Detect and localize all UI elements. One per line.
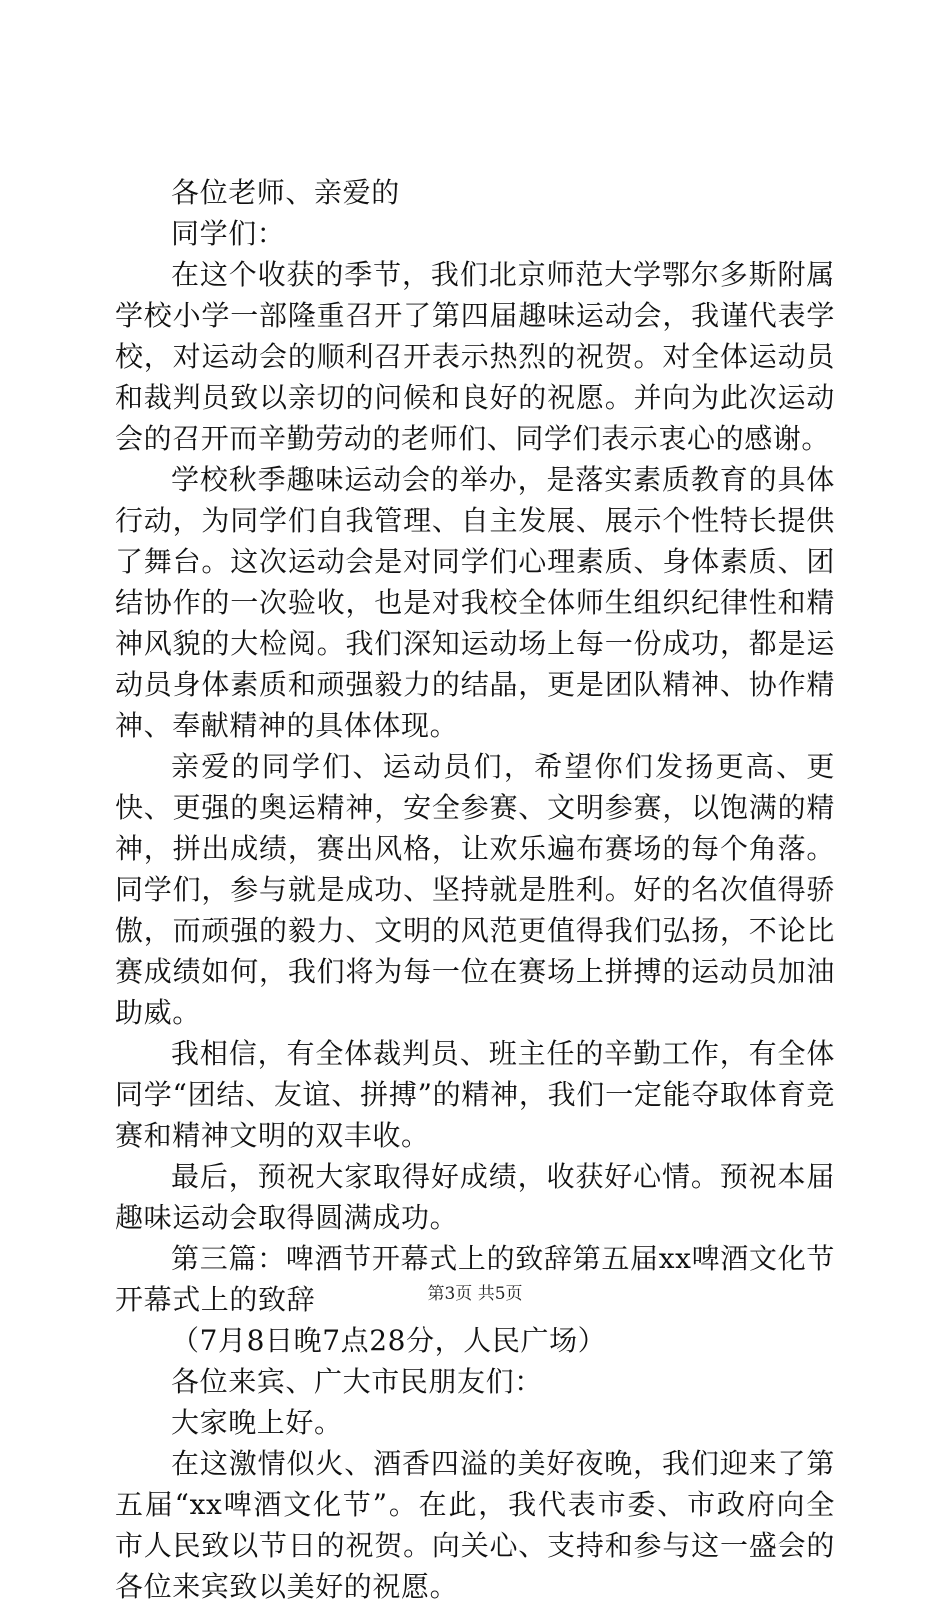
- document-body: [115, 172, 835, 1607]
- paragraph-wishes: 亲爱的同学们、运动员们，希望你们发扬更高、更快、更强的奥运精神，安全参赛、文明参赛，以饱满的精神，拼出成绩，赛出风格，让欢乐遍布赛场的每个角落。同学们，参与就是成功、坚持就是胜利。好的名次值得骄傲，而顽强的毅力、文明的风范更值得我们弘扬，不论比赛成绩如何，我们将为每一位在赛场上拼搏的运动员加油助威。: [115, 750, 835, 1029]
- page-footer: 第3页 共5页: [427, 1284, 523, 1304]
- paragraph-time-place: （7月8日晚7点28分，人民广场）: [171, 1324, 607, 1357]
- paragraph-greeting-students: 同学们：: [171, 217, 286, 250]
- paragraph-opening: 在这个收获的季节，我们北京师范大学鄂尔多斯附属学校小学一部隆重召开了第四届趣味运动会，我谨代表学校，对运动会的顺利召开表示热烈的祝贺。对全体运动员和裁判员致以亲切的问候和良好的祝愿。并向为此次运动会的召开而辛勤劳动的老师们、同学们表示衷心的感谢。: [115, 258, 835, 455]
- paragraph-section-title: 第三篇：啤酒节开幕式上的致辞第五届xx啤酒文化节开幕式上的致辞: [115, 1242, 835, 1316]
- paragraph-closing: 最后，预祝大家取得好成绩，收获好心情。预祝本届趣味运动会取得圆满成功。: [115, 1160, 835, 1234]
- paragraph-salutation: 各位来宾、广大市民朋友们：: [171, 1365, 543, 1398]
- paragraph-good-evening: 大家晚上好。: [171, 1406, 343, 1439]
- paragraph-greeting: 各位老师、亲爱的: [171, 176, 400, 209]
- paragraph-festival: 在这激情似火、酒香四溢的美好夜晚，我们迎来了第五届“xx啤酒文化节”。在此，我代表市委、市政府向全市人民致以节日的祝贺。向关心、支持和参与这一盛会的各位来宾致以美好的祝愿。: [115, 1447, 835, 1603]
- paragraph-belief: 我相信，有全体裁判员、班主任的辛勤工作，有全体同学“团结、友谊、拼搏”的精神，我们一定能夺取体育竞赛和精神文明的双丰收。: [115, 1037, 835, 1152]
- paragraph-significance: 学校秋季趣味运动会的举办，是落实素质教育的具体行动，为同学们自我管理、自主发展、展示个性特长提供了舞台。这次运动会是对同学们心理素质、身体素质、团结协作的一次验收，也是对我校全体师生组织纪律性和精神风貌的大检阅。我们深知运动场上每一份成功，都是运动员身体素质和顽强毅力的结晶，更是团队精神、协作精神、奉献精神的具体体现。: [115, 463, 835, 742]
